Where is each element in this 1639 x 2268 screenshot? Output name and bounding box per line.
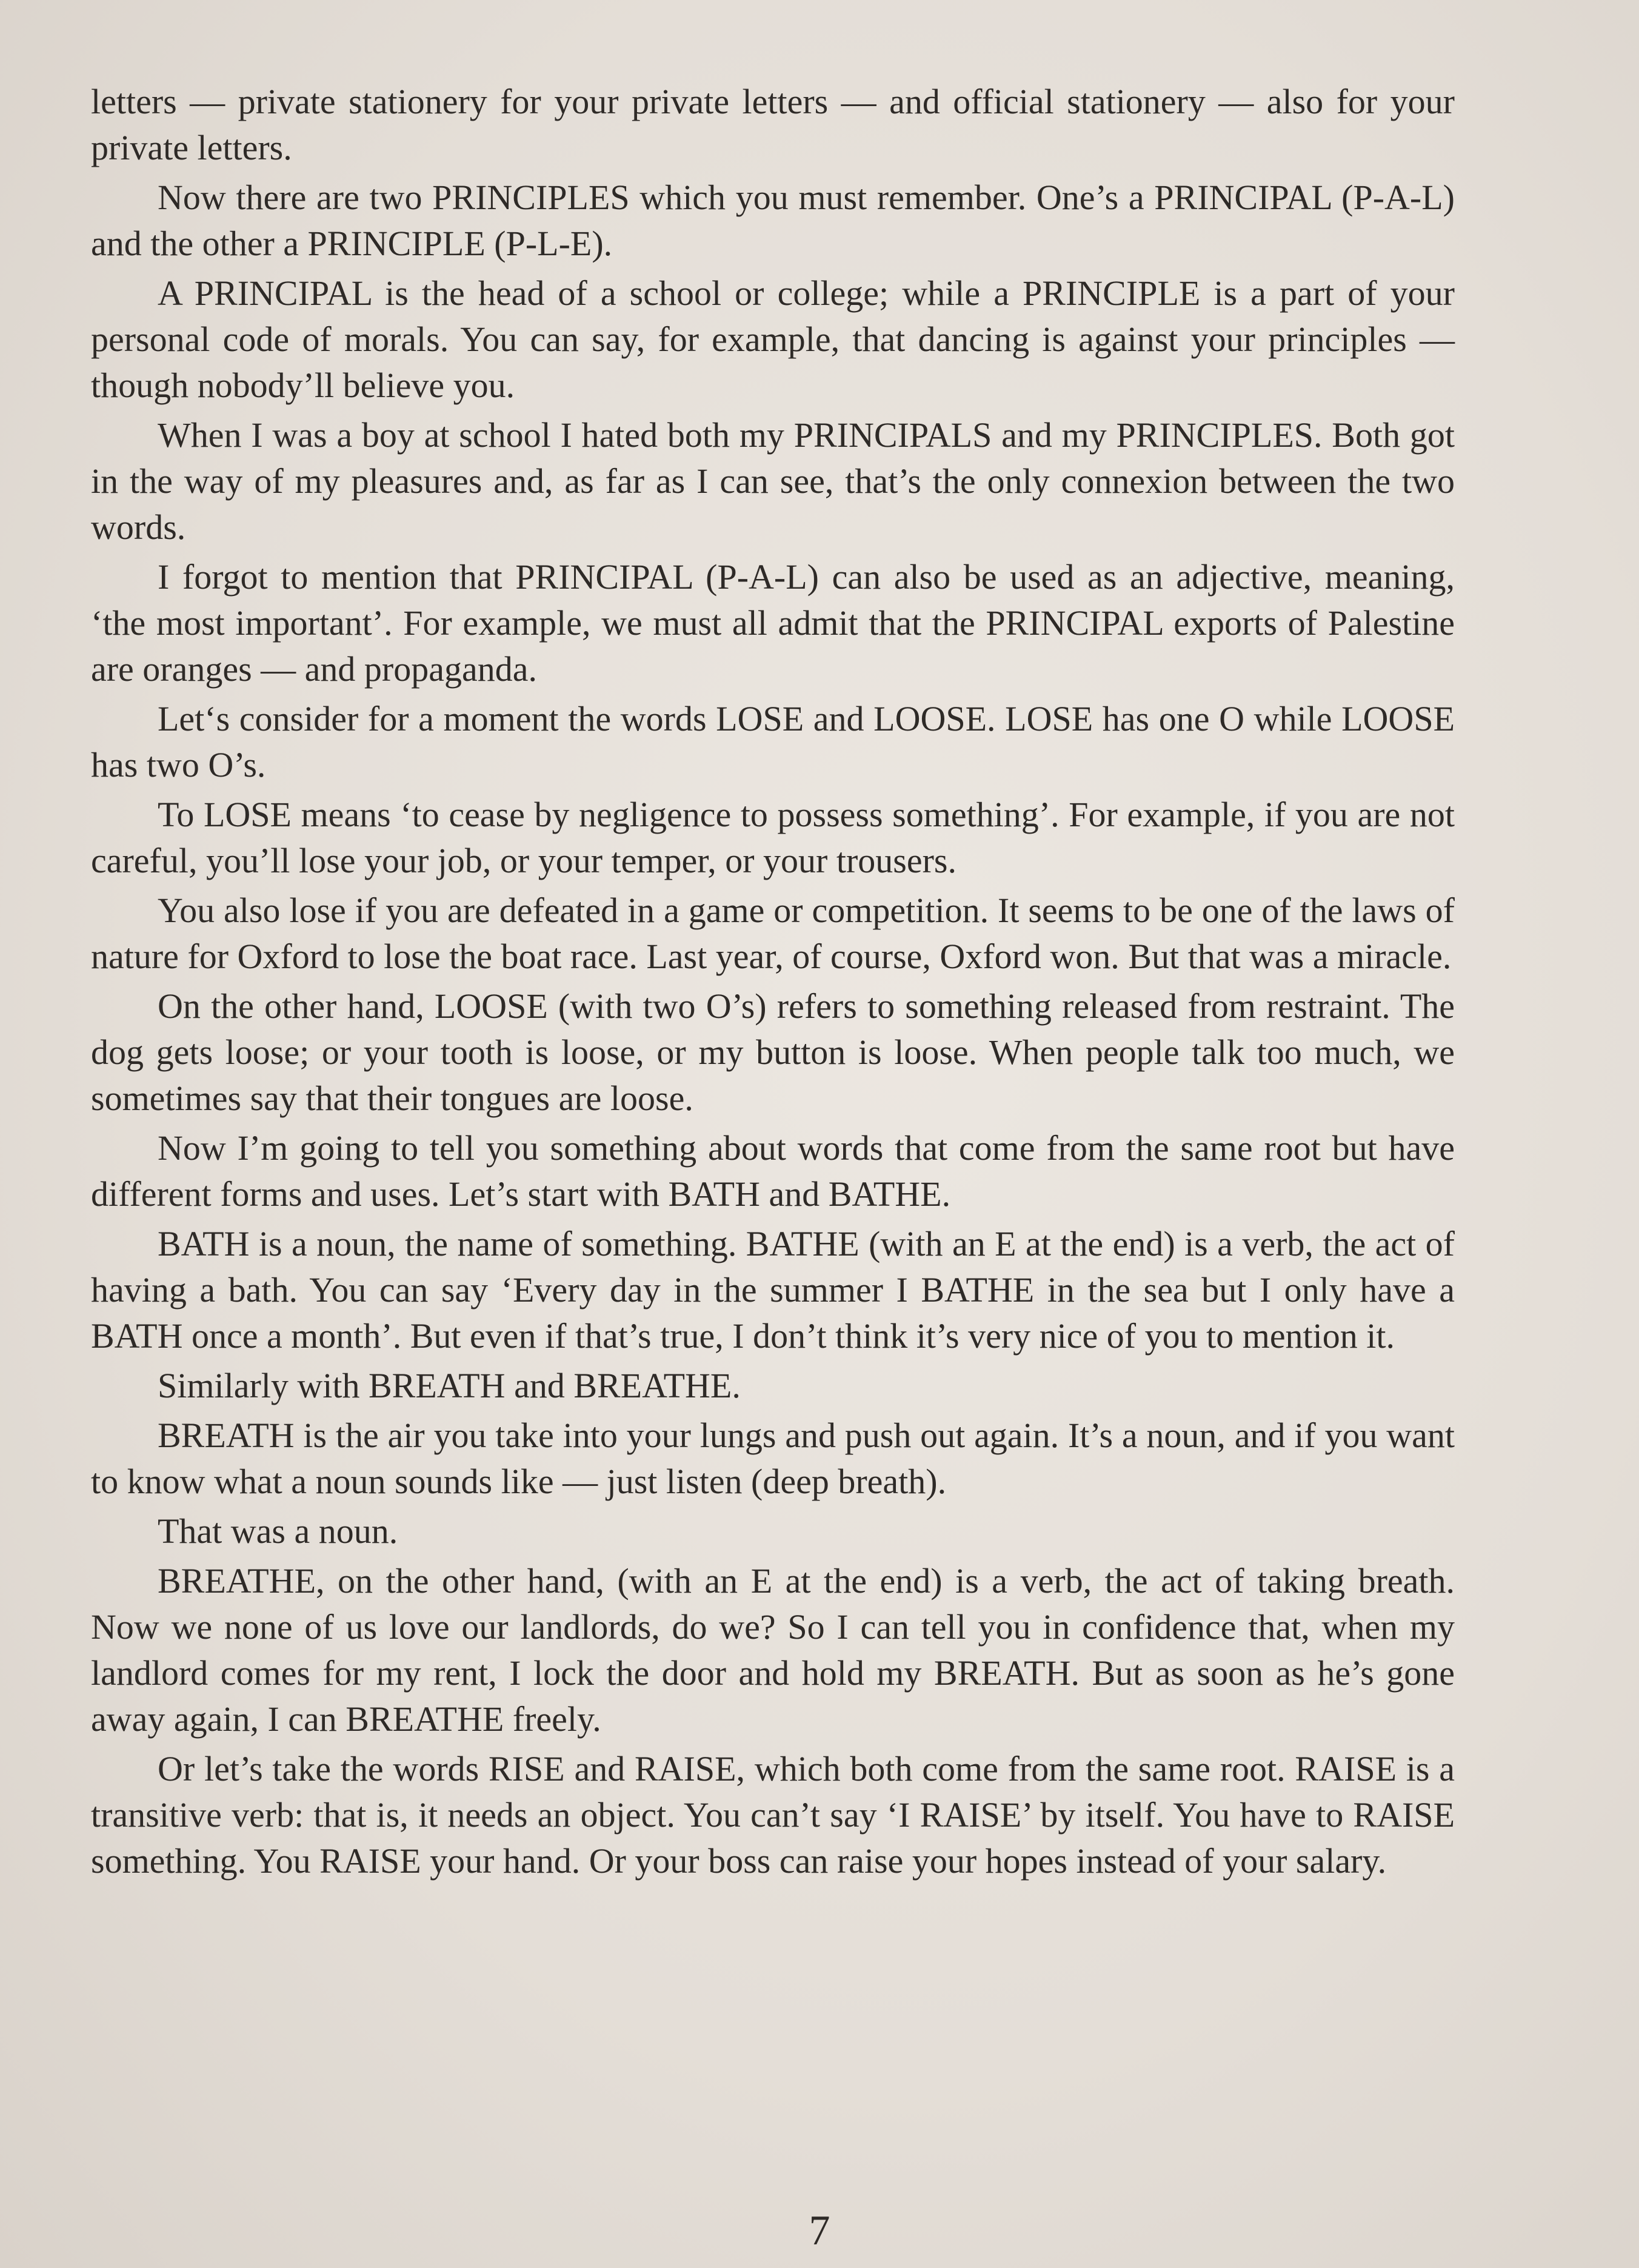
paragraph: BREATH is the air you take into your lungs and push out again. It’s a noun, and if you want to know what a noun sounds like — just listen (deep breath).: [91, 1416, 1455, 1501]
paragraph: A PRINCIPAL is the head of a school or college; while a PRINCIPLE is a part of your personal code of morals. You can say, for example, that dancing is against your principles — though nobody’ll believe you.: [91, 273, 1455, 405]
paragraph: Now there are two PRINCIPLES which you must remember. One’s a PRINCIPAL (P-A-L) and the other a PRINCIPLE (P-L-E).: [91, 178, 1455, 263]
paragraph: I forgot to mention that PRINCIPAL (P-A-L) can also be used as an adjective, meaning, ‘the most important’. For example, we must all admit that the PRINCIPAL exports of Palestine are oranges — and propaganda.: [91, 557, 1455, 689]
paragraph: Let‘s consider for a moment the words LOSE and LOOSE. LOSE has one O while LOOSE has two O’s.: [91, 699, 1455, 784]
paragraph: Similarly with BREATH and BREATHE.: [158, 1366, 741, 1405]
paragraph: That was a noun.: [158, 1511, 398, 1551]
paragraph: You also lose if you are defeated in a game or competition. It seems to be one of the laws of nature for Oxford to lose the boat race. Last year, of course, Oxford won. But that was a miracle.: [91, 891, 1455, 976]
paragraph: BREATHE, on the other hand, (with an E at the end) is a verb, the act of taking breath. Now we none of us love our landlords, do we? So I can tell you in confidence that, when my landlord comes for my rent, I lock the door and hold my BREATH. But as soon as he’s gone away again, I can BREATHE freely.: [91, 1561, 1455, 1739]
paragraph: letters — private stationery for your private letters — and official stationery — also for your private letters.: [91, 82, 1455, 167]
paragraph: On the other hand, LOOSE (with two O’s) refers to something released from restraint. The dog gets loose; or your tooth is loose, or my button is loose. When people talk too much, we sometimes say that their tongues are loose.: [91, 986, 1455, 1118]
paragraph: BATH is a noun, the name of something. BATHE (with an E at the end) is a verb, the act of having a bath. You can say ‘Every day in the summer I BATHE in the sea but I only have a BATH once a month’. But even if that’s true, I don’t think it’s very nice of you to mention it.: [91, 1224, 1455, 1356]
page-number: 7: [809, 2207, 830, 2254]
body-text: [91, 79, 1455, 1888]
paragraph: Now I’m going to tell you something about words that come from the same root but have different forms and uses. Let’s start with BATH and BATHE.: [91, 1128, 1455, 1214]
paragraph: When I was a boy at school I hated both my PRINCIPALS and my PRINCIPLES. Both got in the way of my pleasures and, as far as I can see, that’s the only connexion between the two words.: [91, 415, 1455, 547]
paragraph: Or let’s take the words RISE and RAISE, which both come from the same root. RAISE is a transitive verb: that is, it needs an object. You can’t say ‘I RAISE’ by itself. You have to RAISE something. You RAISE your hand. Or your boss can raise your hopes instead of your salary.: [91, 1749, 1455, 1881]
paragraph: To LOSE means ‘to cease by negligence to possess something’. For example, if you are not careful, you’ll lose your job, or your temper, or your trousers.: [91, 795, 1455, 880]
